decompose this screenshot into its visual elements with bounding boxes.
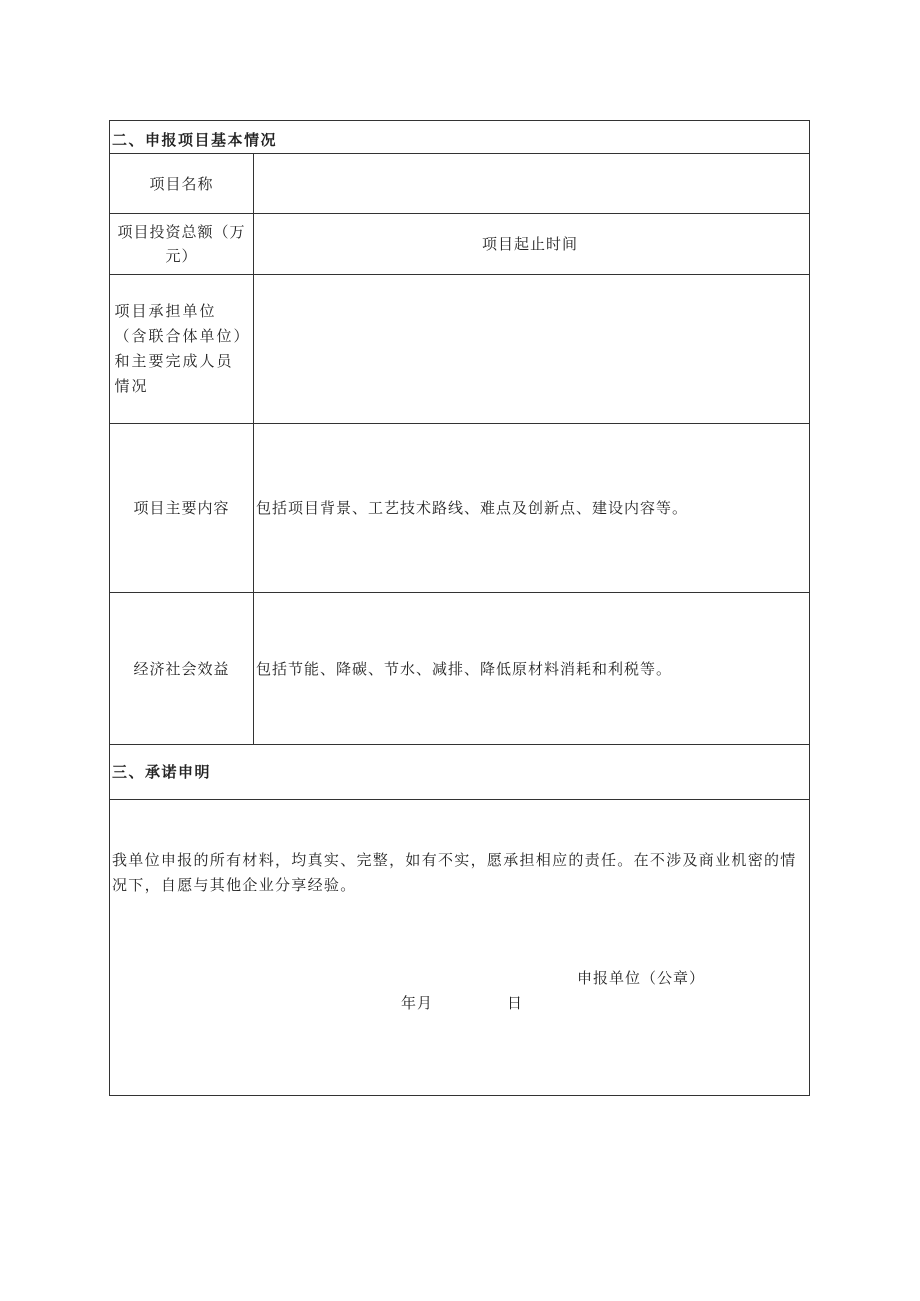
project-name-field[interactable]	[254, 154, 809, 213]
main-content-label: 项目主要内容	[133, 499, 230, 517]
section2-title: 二、申报项目基本情况	[112, 131, 278, 149]
main-content-hint: 包括项目背景、工艺技术路线、难点及创新点、建设内容等。	[256, 499, 689, 517]
date-year-month: 年月	[401, 994, 434, 1012]
undertaker-label: 项目承担单位（含联合体单位）和主要完成人员情况	[114, 302, 244, 395]
project-period-label: 项目起止时间	[482, 235, 579, 253]
benefit-hint: 包括节能、降碳、节水、减排、降低原材料消耗和利税等。	[256, 660, 673, 678]
row-divider	[109, 799, 810, 800]
row-divider	[109, 744, 810, 745]
project-name-label: 项目名称	[149, 174, 214, 193]
commitment-statement: 我单位申报的所有材料，均真实、完整，如有不实，愿承担相应的责任。在不涉及商业机密的情况下，自愿与其他企业分享经验。	[112, 851, 797, 894]
investment-label: 项目投资总额（万元）	[117, 223, 246, 265]
section3-title: 三、承诺申明	[112, 763, 212, 781]
date-day: 日	[507, 994, 524, 1012]
applicant-stamp-label: 申报单位（公章）	[577, 969, 706, 987]
benefit-label: 经济社会效益	[133, 659, 230, 678]
undertaker-field[interactable]	[254, 275, 809, 423]
